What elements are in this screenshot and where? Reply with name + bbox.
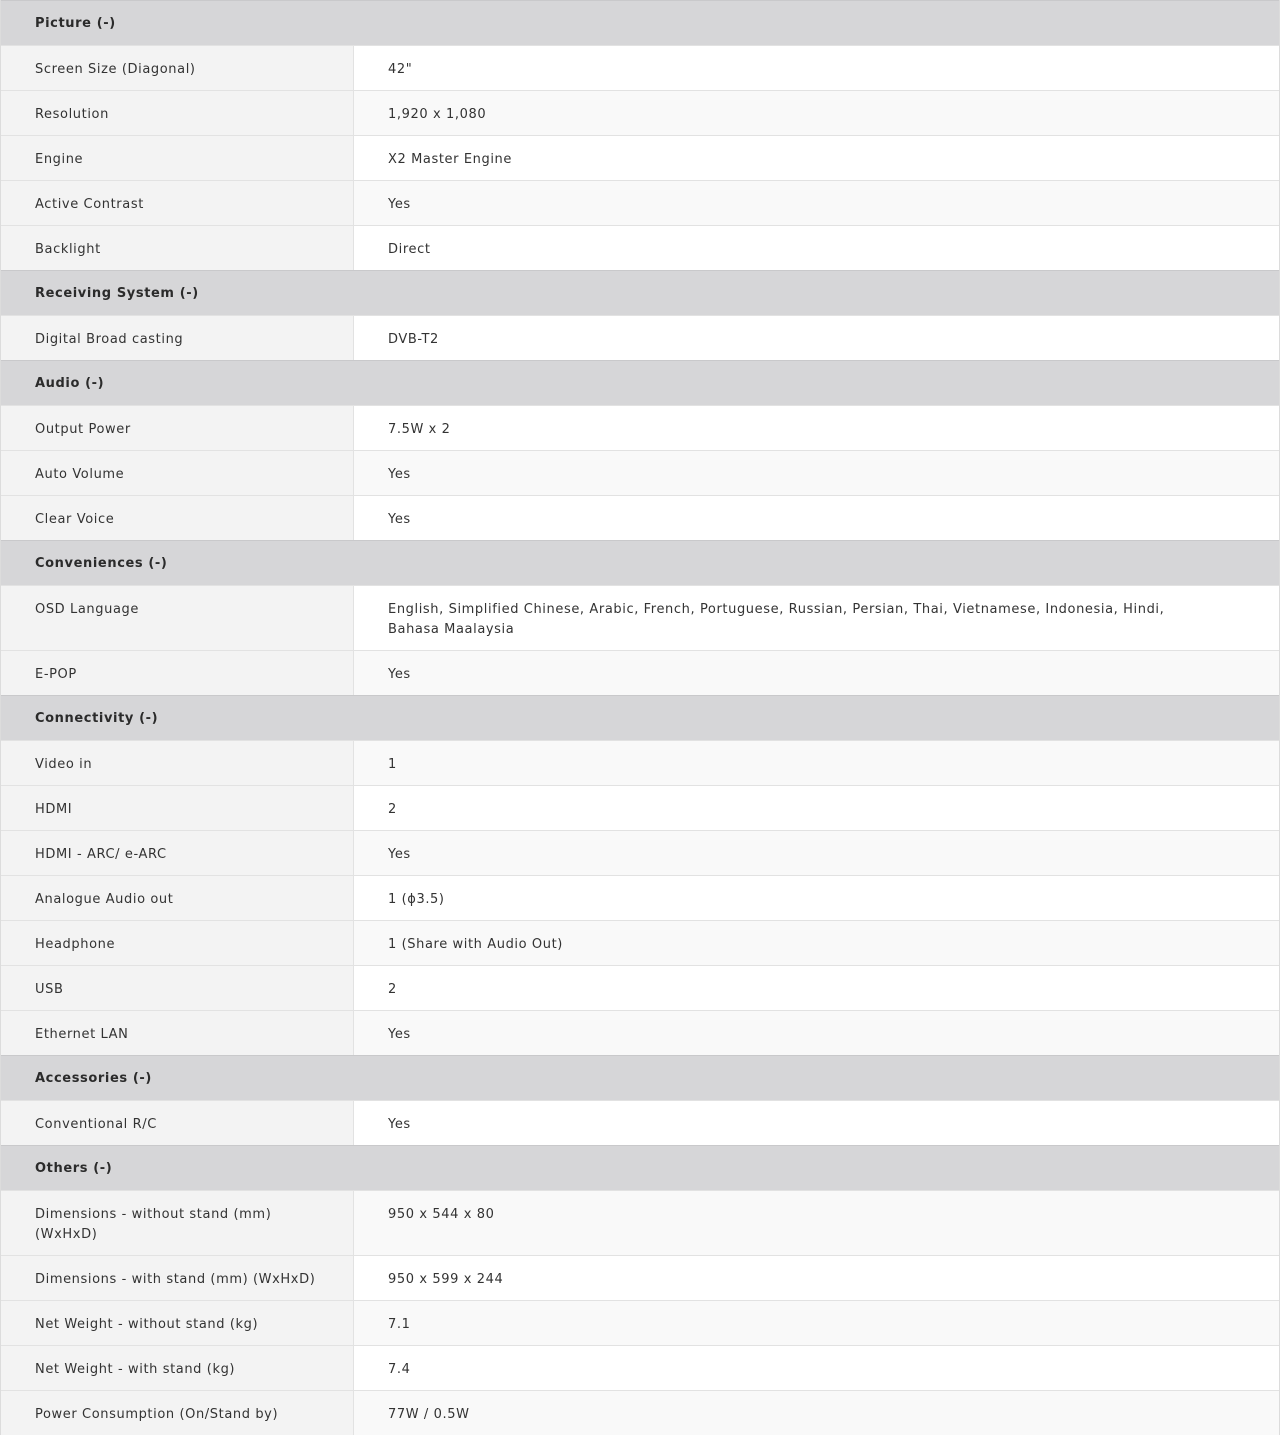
spec-value: 950 x 599 x 244 xyxy=(354,1256,1279,1300)
section-header-picture[interactable]: Picture (-) xyxy=(1,0,1279,45)
spec-label: USB xyxy=(1,966,354,1010)
spec-label: Ethernet LAN xyxy=(1,1011,354,1055)
spec-label: E-POP xyxy=(1,651,354,695)
spec-label: Screen Size (Diagonal) xyxy=(1,46,354,90)
section-header-accessories[interactable]: Accessories (-) xyxy=(1,1055,1279,1100)
table-row xyxy=(1,315,1279,360)
spec-label: HDMI - ARC/ e-ARC xyxy=(1,831,354,875)
table-row xyxy=(1,1255,1279,1300)
spec-value: 2 xyxy=(354,786,1279,830)
spec-value: Direct xyxy=(354,226,1279,270)
spec-value: 1 (ϕ3.5) xyxy=(354,876,1279,920)
section-header-others[interactable]: Others (-) xyxy=(1,1145,1279,1190)
section-header-connectivity[interactable]: Connectivity (-) xyxy=(1,695,1279,740)
table-row xyxy=(1,785,1279,830)
spec-value: Yes xyxy=(354,496,1279,540)
spec-value: English, Simplified Chinese, Arabic, French, Portuguese, Russian, Persian, Thai, Vietnamese, Indonesia, Hindi, Bahasa Maalaysia xyxy=(354,586,1279,650)
spec-label: Active Contrast xyxy=(1,181,354,225)
table-row xyxy=(1,135,1279,180)
table-row xyxy=(1,180,1279,225)
spec-label: Net Weight - without stand (kg) xyxy=(1,1301,354,1345)
spec-label: Engine xyxy=(1,136,354,180)
spec-value: 1,920 x 1,080 xyxy=(354,91,1279,135)
spec-value: 42" xyxy=(354,46,1279,90)
table-row xyxy=(1,1345,1279,1390)
table-row xyxy=(1,965,1279,1010)
table-row xyxy=(1,1190,1279,1255)
spec-value: 7.1 xyxy=(354,1301,1279,1345)
table-row xyxy=(1,740,1279,785)
section-header-audio[interactable]: Audio (-) xyxy=(1,360,1279,405)
table-row xyxy=(1,45,1279,90)
section-header-receiving-system[interactable]: Receiving System (-) xyxy=(1,270,1279,315)
spec-label: HDMI xyxy=(1,786,354,830)
table-row xyxy=(1,830,1279,875)
spec-value: 1 (Share with Audio Out) xyxy=(354,921,1279,965)
spec-value: Yes xyxy=(354,1101,1279,1145)
table-row xyxy=(1,875,1279,920)
spec-value: X2 Master Engine xyxy=(354,136,1279,180)
spec-label: Resolution xyxy=(1,91,354,135)
spec-label: Backlight xyxy=(1,226,354,270)
table-row xyxy=(1,1100,1279,1145)
table-row xyxy=(1,1390,1279,1435)
spec-label: Headphone xyxy=(1,921,354,965)
spec-value: 1 xyxy=(354,741,1279,785)
spec-value: Yes xyxy=(354,831,1279,875)
table-row xyxy=(1,1300,1279,1345)
spec-value: 7.4 xyxy=(354,1346,1279,1390)
table-row xyxy=(1,405,1279,450)
spec-value: Yes xyxy=(354,651,1279,695)
spec-label: Dimensions - without stand (mm) (WxHxD) xyxy=(1,1191,354,1255)
table-row xyxy=(1,495,1279,540)
spec-label: Analogue Audio out xyxy=(1,876,354,920)
table-row xyxy=(1,585,1279,650)
spec-value: 77W / 0.5W xyxy=(354,1391,1279,1435)
spec-value: Yes xyxy=(354,1011,1279,1055)
spec-label: Net Weight - with stand (kg) xyxy=(1,1346,354,1390)
table-row xyxy=(1,650,1279,695)
spec-label: Clear Voice xyxy=(1,496,354,540)
spec-label: Video in xyxy=(1,741,354,785)
spec-value: 950 x 544 x 80 xyxy=(354,1191,1279,1255)
spec-label: Conventional R/C xyxy=(1,1101,354,1145)
spec-label: Power Consumption (On/Stand by) xyxy=(1,1391,354,1435)
spec-value: 2 xyxy=(354,966,1279,1010)
table-row xyxy=(1,225,1279,270)
spec-value: 7.5W x 2 xyxy=(354,406,1279,450)
section-header-conveniences[interactable]: Conveniences (-) xyxy=(1,540,1279,585)
table-row xyxy=(1,90,1279,135)
table-row xyxy=(1,1010,1279,1055)
table-row xyxy=(1,920,1279,965)
table-row xyxy=(1,450,1279,495)
spec-label: Digital Broad casting xyxy=(1,316,354,360)
spec-label: Output Power xyxy=(1,406,354,450)
spec-label: Auto Volume xyxy=(1,451,354,495)
spec-label: Dimensions - with stand (mm) (WxHxD) xyxy=(1,1256,354,1300)
spec-value: DVB-T2 xyxy=(354,316,1279,360)
spec-value: Yes xyxy=(354,451,1279,495)
spec-label: OSD Language xyxy=(1,586,354,650)
spec-value: Yes xyxy=(354,181,1279,225)
